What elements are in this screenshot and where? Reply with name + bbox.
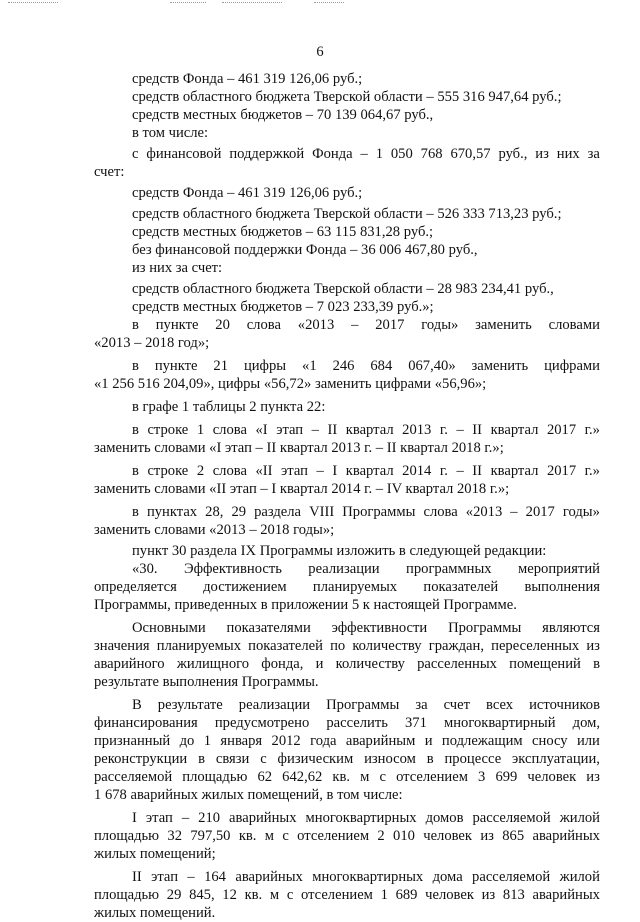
word: площадью [94, 828, 160, 844]
word: отселением [301, 887, 373, 903]
word: площадью [182, 769, 248, 785]
word: из [586, 769, 600, 785]
word: человек [423, 828, 473, 844]
word: значения [94, 638, 150, 654]
word: Программы [448, 620, 522, 636]
word: м [264, 828, 275, 844]
word: расселяемой [472, 810, 551, 826]
word: площадью [94, 887, 160, 903]
word: износом [364, 751, 416, 767]
text-line: заменить словами «I этап – II квартал 2013 г. – II квартал 2018 г.»; [94, 440, 504, 456]
text-line-justified [94, 696, 600, 714]
text-line: в графе 1 таблицы 2 пункта 22: [132, 399, 326, 415]
word: показателей [423, 579, 499, 595]
word: строке [147, 463, 189, 479]
word: планируемых [156, 638, 241, 654]
word: в [132, 463, 139, 479]
word: этап [151, 869, 179, 885]
word: в [132, 358, 139, 374]
word: I [132, 810, 137, 826]
word: с [132, 146, 139, 162]
word: всех [486, 697, 514, 713]
word: «2013 [465, 504, 503, 520]
word: Эффективность [183, 561, 282, 577]
word: 2017 [525, 504, 555, 520]
word: года [310, 733, 337, 749]
word: 2 [377, 828, 385, 844]
word: 865 [502, 828, 525, 844]
word: кв. [332, 769, 351, 785]
text-line-justified [94, 462, 600, 480]
word: с [379, 769, 386, 785]
word: или [576, 733, 600, 749]
word: слова [212, 422, 247, 438]
word: аварийных [235, 869, 303, 885]
word: января [220, 733, 263, 749]
word: источников [529, 697, 600, 713]
word: квартал [345, 463, 394, 479]
word: 845, [189, 887, 215, 903]
word: 1 [196, 422, 205, 438]
text-line-justified [94, 421, 600, 439]
word: – [351, 317, 359, 333]
word: в [593, 656, 600, 672]
text-line-justified [94, 768, 600, 786]
word: – [311, 422, 319, 438]
word: жилой [559, 810, 600, 826]
word: Основными [132, 620, 206, 636]
word: кв. [238, 828, 257, 844]
word: 3 [478, 769, 486, 785]
word: 067,40» [408, 358, 456, 374]
text-line: без финансовой поддержки Фонда – 36 006 467,80 руб., [132, 242, 478, 258]
word: эксплуатации, [512, 751, 600, 767]
word: аварийным [345, 733, 416, 749]
word: в [132, 504, 139, 520]
word: строке [147, 422, 189, 438]
text-line-justified [94, 714, 600, 732]
text-line-justified [94, 886, 600, 904]
text-line-justified [94, 827, 600, 845]
word: 1 [203, 733, 212, 749]
word: жилой [559, 869, 600, 885]
text-line: заменить словами «II этап – I квартал 2014 г. – IV квартал 2018 г.»; [94, 481, 510, 497]
word: аварийного [94, 656, 165, 672]
word: 1 [375, 146, 383, 162]
word: 2012 [271, 733, 301, 749]
word: годы» [562, 504, 600, 520]
word: 29 [231, 504, 247, 520]
word: – [456, 463, 464, 479]
word: В [132, 697, 142, 713]
word: пункте [155, 317, 199, 333]
word: за [587, 146, 600, 162]
word: выполнения [524, 579, 600, 595]
word: и [315, 656, 324, 672]
word: II [472, 463, 483, 479]
word: 797,50 [190, 828, 231, 844]
word: 2 [196, 463, 205, 479]
word: помещений [509, 656, 581, 672]
word: 62 [257, 769, 273, 785]
word: кв. [244, 887, 263, 903]
word: с [260, 751, 267, 767]
text-line: средств Фонда – 461 319 126,06 руб.; [132, 185, 363, 201]
word: II [472, 422, 483, 438]
word: – [181, 810, 190, 826]
text-line: средств местных бюджетов – 7 023 233,39 руб.»; [132, 299, 434, 315]
word: – [360, 146, 368, 162]
word: в [426, 751, 434, 767]
word: из [481, 887, 496, 903]
word: г.» [584, 463, 600, 479]
document-body [94, 70, 600, 922]
word: из [586, 638, 600, 654]
word: «I [255, 422, 268, 438]
word: 2014 [402, 463, 432, 479]
word: слова [423, 504, 458, 520]
word: 246 [332, 358, 355, 374]
word: 2017 [546, 463, 577, 479]
word: отселением [396, 769, 468, 785]
text-line-justified [94, 357, 600, 375]
word: финансовой [146, 146, 222, 162]
word: 32 [167, 828, 183, 844]
text-line-justified [94, 809, 600, 827]
word: количеству [335, 656, 405, 672]
word: Программы [342, 504, 416, 520]
word: в [132, 422, 139, 438]
word: жилищного [176, 656, 250, 672]
word: г. [439, 463, 448, 479]
word: расселяемой [94, 769, 173, 785]
text-line-justified [94, 655, 600, 673]
word: этап [276, 422, 304, 438]
word: фонда, [261, 656, 304, 672]
word: расселяемой [472, 869, 551, 885]
word: признанный [94, 733, 171, 749]
word: г.» [584, 422, 600, 438]
text-line: счет: [94, 164, 125, 180]
text-line-justified [94, 316, 600, 334]
word: расселенных [417, 656, 497, 672]
word: дом, [572, 715, 600, 731]
text-line: средств местных бюджетов – 63 115 831,28 руб.; [132, 224, 434, 240]
word: достижением [203, 579, 287, 595]
word: 2017 [375, 317, 405, 333]
text-line: средств областного бюджета Тверской области – 555 316 947,64 руб.; [132, 89, 562, 105]
word: аварийных [229, 810, 297, 826]
text-line-justified [94, 619, 600, 637]
word: многоквартирных [312, 869, 424, 885]
word: аварийных [532, 828, 600, 844]
word: заменить [471, 358, 529, 374]
word: граждан, [428, 638, 484, 654]
word: них [556, 146, 580, 162]
word: многоквартирный [443, 715, 556, 731]
word: «2013 [297, 317, 335, 333]
word: реконструкции [94, 751, 188, 767]
word: реализации [308, 561, 380, 577]
word: 371 [404, 715, 427, 731]
word: – [456, 422, 464, 438]
word: реализации [238, 697, 311, 713]
word: домов [425, 810, 464, 826]
word: 699 [495, 769, 518, 785]
word: квартал [345, 422, 394, 438]
word: 813 [502, 887, 525, 903]
text-line-justified [94, 750, 600, 768]
word: мероприятий [518, 561, 600, 577]
word: с [286, 887, 294, 903]
text-line: заменить словами «2013 – 2018 годы»; [94, 522, 335, 538]
word: м [269, 887, 280, 903]
word: физическим [277, 751, 354, 767]
word: предусмотрено [214, 715, 310, 731]
scan-top-marks [0, 2, 640, 8]
word: счет [443, 697, 470, 713]
word: за [415, 697, 428, 713]
text-line: пункт 30 раздела IX Программы изложить в следующей редакции: [132, 543, 547, 559]
word: связи [215, 751, 250, 767]
word: «1 [302, 358, 317, 374]
text-line: «1 256 516 204,09», цифры «56,72» заменить цифрами «56,96»; [94, 376, 487, 392]
word: 670,57 [450, 146, 491, 162]
text-line-justified [94, 503, 600, 521]
text-line: из них за счет: [132, 260, 223, 276]
word: планируемых [312, 579, 398, 595]
word: процессе [444, 751, 502, 767]
word: 12 [222, 887, 237, 903]
word: 689 [395, 887, 418, 903]
word: 1 [380, 887, 388, 903]
word: и [424, 733, 433, 749]
word: II [132, 869, 142, 885]
word: из [480, 828, 494, 844]
word: – [316, 463, 324, 479]
word: цифры [243, 358, 287, 374]
text-line-justified [94, 560, 600, 578]
word: руб., [498, 146, 528, 162]
word: «II [255, 463, 273, 479]
word: «30. [132, 561, 158, 577]
word: этап [145, 810, 173, 826]
word: расселить [326, 715, 388, 731]
word: г. [439, 422, 448, 438]
word: 164 [204, 869, 226, 885]
text-line-justified [94, 732, 600, 750]
text-line: результате выполнения Программы. [94, 674, 319, 690]
word: VIII [309, 504, 335, 520]
word: из [535, 146, 549, 162]
word: словами [548, 317, 600, 333]
text-line-justified [94, 145, 600, 163]
word: человек [425, 887, 474, 903]
text-line: жилых помещений; [94, 846, 216, 862]
word: дома [432, 869, 463, 885]
word: сносу [532, 733, 568, 749]
word: эффективности [331, 620, 428, 636]
word: м [360, 769, 370, 785]
text-line: в том числе: [132, 125, 209, 141]
word: – [510, 504, 518, 520]
word: поддержкой [229, 146, 305, 162]
word: с [282, 828, 289, 844]
text-line: Программы, приведенных в приложении 5 к настоящей Программе. [94, 597, 517, 613]
text-line-justified [94, 578, 600, 596]
word: этап [281, 463, 308, 479]
word: 21 [213, 358, 229, 374]
word: являются [542, 620, 600, 636]
word: цифрами [544, 358, 600, 374]
word: подлежащим [441, 733, 523, 749]
word: программных [406, 561, 492, 577]
word: 29 [166, 887, 182, 903]
word: показателей [248, 638, 323, 654]
word: финансирования [94, 715, 198, 731]
word: количеству [352, 638, 422, 654]
word: по [330, 638, 346, 654]
text-line: 1 678 аварийных жилых помещений, в том числе: [94, 787, 403, 803]
word: заменить [475, 317, 532, 333]
word: II [327, 422, 338, 438]
word: определяется [94, 579, 177, 595]
word: квартал [490, 422, 539, 438]
word: в [198, 751, 205, 767]
page-number: 6 [316, 44, 324, 60]
word: 050 [390, 146, 413, 162]
word: Фонда [312, 146, 353, 162]
word: 010 [393, 828, 415, 844]
word: пункте [154, 358, 198, 374]
word: слова [212, 463, 247, 479]
word: 20 [215, 317, 230, 333]
word: 210 [198, 810, 221, 826]
text-line: средств местных бюджетов – 70 139 064,67 руб., [132, 107, 434, 123]
text-line: средств областного бюджета Тверской области – 28 983 234,41 руб., [132, 281, 554, 297]
text-line: средств областного бюджета Тверской области – 526 333 713,23 руб.; [132, 206, 562, 222]
word: переселенных [491, 638, 580, 654]
word: пунктах [146, 504, 198, 520]
word: 28, [205, 504, 224, 520]
word: 2017 [546, 422, 577, 438]
word: до [179, 733, 195, 749]
word: годы» [421, 317, 459, 333]
word: аварийных [532, 887, 600, 903]
word: квартал [490, 463, 539, 479]
word: многоквартирных [305, 810, 417, 826]
word: раздела [254, 504, 302, 520]
word: 684 [370, 358, 393, 374]
text-line: средств Фонда – 461 319 126,06 руб.; [132, 71, 363, 87]
word: результате [157, 697, 223, 713]
text-line: жилых помещений. [94, 905, 216, 921]
word: Программы [326, 697, 400, 713]
word: I [332, 463, 338, 479]
text-line-justified [94, 637, 600, 655]
word: в [132, 317, 139, 333]
word: 642,62 [282, 769, 323, 785]
text-line-justified [94, 868, 600, 886]
word: 768 [420, 146, 443, 162]
word: слова [246, 317, 281, 333]
word: человек [527, 769, 577, 785]
word: показателями [226, 620, 311, 636]
word: отселением [297, 828, 370, 844]
word: – [187, 869, 195, 885]
word: 2013 [402, 422, 432, 438]
text-line: «2013 – 2018 год»; [94, 335, 210, 351]
